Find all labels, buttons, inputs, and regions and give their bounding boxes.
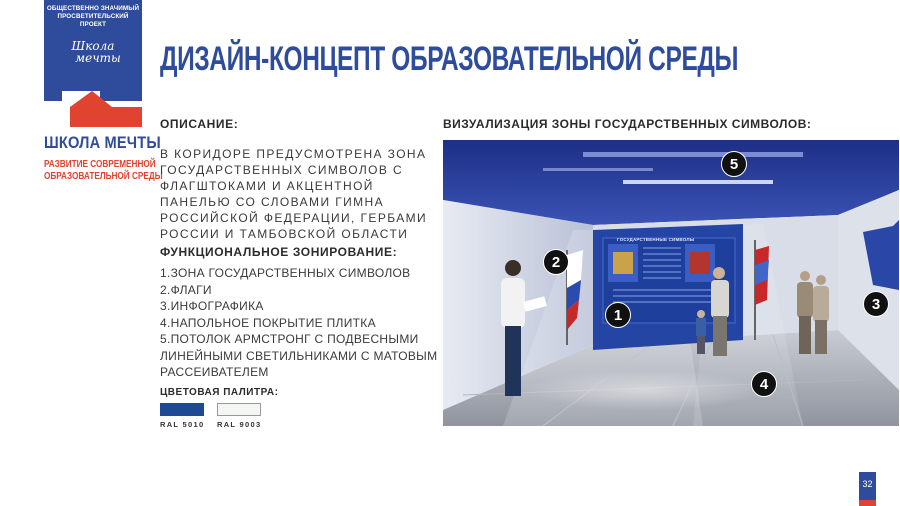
page-title: ДИЗАЙН-КОНЦЕПТ ОБРАЗОВАТЕЛЬНОЙ СРЕДЫ <box>160 40 739 78</box>
corridor-visualization <box>443 140 899 426</box>
person-man <box>711 267 729 356</box>
page-number: 32 <box>862 479 873 489</box>
swatch-label: RAL 5010 <box>160 420 205 429</box>
zoning-list <box>160 265 440 381</box>
list-item: РАССЕИВАТЕЛЕМ <box>160 365 269 379</box>
description-text: В КОРИДОРЕ ПРЕДУСМОТРЕНА ЗОНА ГОСУДАРСТВЕННЫХ СИМВОЛОВ С ФЛАГШТОКАМИ И АКЦЕНТНОЙ ПАНЕЛЬЮ СО СЛОВАМИ ГИМНА РОССИЙСКОЙ ФЕДЕРАЦИИ, ГЕРБАМИ РОССИИ И ТАМБОВСКОЙ ОБЛАСТИ <box>160 147 428 241</box>
list-item: 5.ПОТОЛОК АРМСТРОНГ С ПОДВЕСНЫМИ <box>160 332 419 346</box>
logo-script-text: Школа мечты <box>71 39 121 65</box>
page-number-stripe <box>859 500 876 506</box>
page-number-badge <box>859 472 876 506</box>
logo-top-text: ОБЩЕСТВЕННО ЗНАЧИМЫЙ ПРОСВЕТИТЕЛЬСКИЙ ПРОЕКТ <box>46 5 140 28</box>
description-heading: ОПИСАНИЕ: <box>160 117 239 131</box>
list-item: 3.ИНФОГРАФИКА <box>160 299 264 313</box>
project-logo <box>44 0 142 127</box>
marker-5: 5 <box>721 151 747 177</box>
description-section <box>160 117 440 131</box>
list-item: 2.ФЛАГИ <box>160 282 212 297</box>
palette-heading: ЦВЕТОВАЯ ПАЛИТРА: <box>160 387 279 398</box>
visualization-heading: ВИЗУАЛИЗАЦИЯ ЗОНЫ ГОСУДАРСТВЕННЫХ СИМВОЛОВ: <box>443 117 812 131</box>
list-item: ЛИНЕЙНЫМИ СВЕТИЛЬНИКАМИ С МАТОВЫМ <box>160 348 438 363</box>
corridor-render-image <box>443 140 899 426</box>
swatch-label: RAL 9003 <box>217 420 262 429</box>
brand-block <box>44 133 163 183</box>
color-swatch-blue <box>160 403 204 416</box>
house-icon <box>44 87 142 127</box>
marker-1: 1 <box>605 302 631 328</box>
zoning-section <box>160 245 440 259</box>
marker-4: 4 <box>751 371 777 397</box>
brand-title: ШКОЛА МЕЧТЫ <box>44 133 161 152</box>
list-item: 1.ЗОНА ГОСУДАРСТВЕННЫХ СИМВОЛОВ <box>160 266 411 280</box>
marker-3: 3 <box>863 291 889 317</box>
marker-2: 2 <box>543 249 569 275</box>
list-item: 4.НАПОЛЬНОЕ ПОКРЫТИЕ ПЛИТКА <box>160 315 376 330</box>
color-swatch-white <box>217 403 261 416</box>
panel-title: ГОСУДАРСТВЕННЫЕ СИМВОЛЫ <box>617 237 695 242</box>
brand-subtitle: РАЗВИТИЕ СОВРЕМЕННОЙ ОБРАЗОВАТЕЛЬНОЙ СРЕДЫ <box>44 159 163 182</box>
zoning-heading: ФУНКЦИОНАЛЬНОЕ ЗОНИРОВАНИЕ: <box>160 245 398 259</box>
